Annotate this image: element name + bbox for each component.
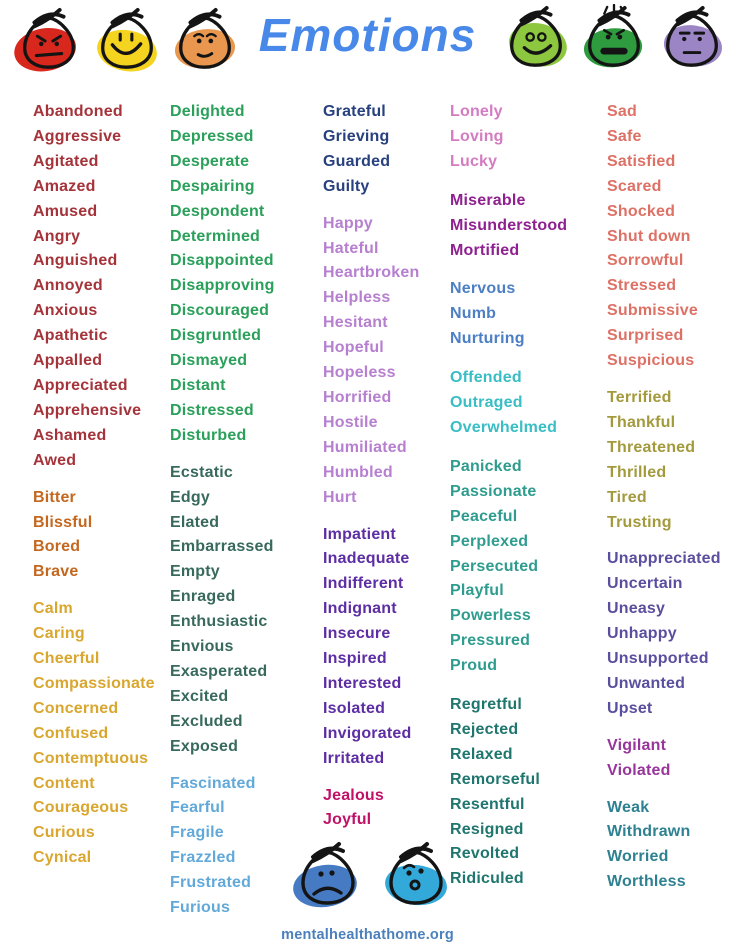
emotion-word: Worthless [607, 873, 686, 891]
emotion-word: Outraged [450, 394, 523, 412]
emotion-word: Anguished [33, 252, 118, 270]
letter-group-c [33, 597, 155, 871]
emotion-word: Inadequate [323, 550, 410, 568]
emotion-word: Fragile [170, 824, 224, 842]
emotion-word: Threatened [607, 438, 696, 456]
emotion-word: Angry [33, 227, 81, 245]
emotion-word: Brave [33, 563, 79, 581]
happy-yellow-face-icon [90, 6, 164, 74]
emotion-word: Ridiculed [450, 870, 524, 888]
emotion-word: Irritated [323, 749, 385, 767]
letter-group-u [607, 547, 721, 721]
emotion-word: Disturbed [170, 426, 247, 444]
emotion-word: Nervous [450, 280, 516, 298]
emotion-word: Despondent [170, 202, 265, 220]
alarmed-dark-green-face-icon [577, 4, 651, 72]
letter-group-a [33, 100, 155, 474]
emotion-word: Misunderstood [450, 216, 568, 234]
emotion-word: Weak [607, 798, 650, 816]
emotion-word: Appalled [33, 352, 103, 370]
emotion-word: Indifferent [323, 575, 404, 593]
emotion-word: Humiliated [323, 438, 407, 456]
emotion-word: Stressed [607, 277, 677, 295]
emotion-word: Agitated [33, 152, 99, 170]
emotion-word: Humbled [323, 463, 393, 481]
letter-group-v [607, 734, 721, 784]
letter-group-i [323, 523, 419, 772]
emotion-word: Joyful [323, 811, 372, 829]
emotion-word: Trusting [607, 513, 672, 531]
emotion-word: Horrified [323, 388, 392, 406]
emotion-word: Unsupported [607, 650, 709, 668]
letter-group-p [450, 455, 567, 679]
word-column [450, 100, 567, 906]
emotion-word: Miserable [450, 191, 526, 209]
emotion-word: Surprised [607, 327, 684, 345]
emotion-word: Guilty [323, 177, 370, 195]
emotion-word: Compassionate [33, 674, 155, 692]
letter-group-e [170, 461, 275, 760]
word-column [323, 100, 419, 845]
emotion-word: Impatient [323, 525, 396, 543]
emotion-word: Curious [33, 824, 95, 842]
bottom-face-group [289, 840, 455, 910]
letter-group-d [170, 100, 275, 449]
emotion-word: Distressed [170, 401, 254, 419]
emotion-word: Proud [450, 657, 498, 675]
emotion-word: Grieving [323, 127, 390, 145]
emotion-word: Annoyed [33, 277, 103, 295]
emotion-word: Powerless [450, 607, 531, 625]
letter-group-s [607, 100, 721, 374]
emotion-word: Delighted [170, 103, 245, 120]
emotion-word: Panicked [450, 457, 522, 475]
emotion-word: Exposed [170, 737, 239, 755]
emotion-word: Empty [170, 563, 220, 581]
emotion-word: Regretful [450, 696, 523, 714]
emotion-word: Persecuted [450, 557, 539, 575]
top-left-face-group [12, 6, 242, 74]
emotion-word: Uncertain [607, 575, 683, 593]
letter-group-l [450, 100, 567, 175]
emotion-word: Exasperated [170, 662, 268, 680]
emotion-word: Contemptuous [33, 749, 149, 767]
emotion-word: Ecstatic [170, 463, 233, 481]
emotion-word: Happy [323, 214, 373, 232]
letter-group-t [607, 386, 721, 535]
emotion-word: Worried [607, 848, 669, 866]
letter-group-g [323, 100, 419, 200]
emotion-word: Resentful [450, 795, 525, 813]
emotion-word: Grateful [323, 103, 386, 120]
emotion-word: Terrified [607, 388, 672, 406]
emotion-word: Embarrassed [170, 538, 274, 556]
letter-group-r [450, 693, 567, 892]
emotion-word: Shocked [607, 202, 676, 220]
letter-group-m [450, 189, 567, 264]
emotion-word: Caring [33, 625, 85, 643]
emotion-word: Fascinated [170, 774, 256, 792]
letter-group-w [607, 796, 721, 896]
emotion-word: Dismayed [170, 352, 248, 370]
emotion-word: Mortified [450, 241, 520, 259]
top-right-face-group [499, 4, 729, 72]
worried-cyan-face-icon [377, 840, 455, 910]
emotion-word: Thankful [607, 413, 676, 431]
emotion-word: Revolted [450, 845, 520, 863]
emotion-word: Envious [170, 638, 234, 656]
emotion-word: Elated [170, 513, 220, 531]
emotion-word: Scared [607, 177, 662, 195]
emotion-word: Abandoned [33, 103, 123, 120]
emotion-word: Discouraged [170, 302, 270, 320]
emotion-word: Lonely [450, 103, 503, 120]
emotion-word: Unappreciated [607, 550, 721, 568]
emotion-word: Awed [33, 451, 77, 469]
emotion-word: Hesitant [323, 314, 388, 332]
emotion-word: Nurturing [450, 330, 525, 348]
emotion-word: Calm [33, 600, 73, 618]
emotion-word: Upset [607, 699, 653, 717]
emotion-word: Pressured [450, 632, 531, 650]
emotion-word: Peaceful [450, 507, 518, 525]
emotion-word: Amused [33, 202, 98, 220]
emotion-word: Excited [170, 687, 229, 705]
emotion-word: Sad [607, 103, 637, 120]
emotion-word: Rejected [450, 720, 519, 738]
emotion-word: Helpless [323, 289, 391, 307]
emotion-word: Enthusiastic [170, 613, 268, 631]
emotion-word: Distant [170, 376, 226, 394]
emotion-word: Amazed [33, 177, 96, 195]
emotion-word: Guarded [323, 152, 391, 170]
emotion-word: Vigilant [607, 736, 667, 754]
smiling-green-face-icon [499, 4, 573, 72]
emotion-word: Lucky [450, 152, 498, 170]
emotion-word: Hopeful [323, 339, 384, 357]
emotion-word: Bitter [33, 488, 76, 506]
emotion-word: Depressed [170, 127, 254, 145]
emotion-word: Appreciated [33, 376, 128, 394]
emotion-word: Resigned [450, 820, 524, 838]
letter-group-b [33, 486, 155, 586]
emotion-word: Anxious [33, 302, 98, 320]
emotion-word: Playful [450, 582, 504, 600]
emotion-word: Determined [170, 227, 261, 245]
emotion-word: Cynical [33, 849, 92, 867]
emotion-word: Thrilled [607, 463, 667, 481]
emotion-word: Shut down [607, 227, 691, 245]
emotion-word: Offended [450, 369, 522, 387]
emotion-word: Ashamed [33, 426, 107, 444]
emotion-word: Submissive [607, 302, 698, 320]
page-title: Emotions [258, 9, 477, 61]
emotion-word: Heartbroken [323, 264, 420, 282]
emotion-word: Invigorated [323, 724, 412, 742]
emotion-word: Remorseful [450, 770, 541, 788]
emotion-word: Inspired [323, 650, 387, 668]
letter-group-o [450, 366, 567, 441]
emotion-word: Insecure [323, 625, 391, 643]
emotion-word: Suspicious [607, 352, 695, 370]
emotion-word: Perplexed [450, 532, 529, 550]
emotion-word: Cheerful [33, 650, 100, 668]
emotion-word: Despairing [170, 177, 255, 195]
emotion-word: Hurt [323, 488, 357, 506]
emotion-word: Loving [450, 127, 504, 145]
word-column [33, 100, 155, 883]
emotion-word: Enraged [170, 588, 236, 606]
emotion-word: Passionate [450, 482, 537, 500]
emotion-word: Apathetic [33, 327, 108, 345]
emotion-word: Safe [607, 127, 642, 145]
emotion-word: Disapproving [170, 277, 275, 295]
emotion-word: Content [33, 774, 95, 792]
emotion-word: Jealous [323, 786, 384, 804]
emotion-word: Blissful [33, 513, 93, 531]
emotion-word: Apprehensive [33, 401, 142, 419]
emotion-word: Overwhelmed [450, 418, 558, 436]
word-column [607, 100, 721, 907]
content-orange-face-icon [168, 6, 242, 74]
emotion-word: Frazzled [170, 849, 236, 867]
emotion-word: Satisfied [607, 152, 676, 170]
emotion-word: Courageous [33, 799, 129, 817]
emotion-word: Concerned [33, 699, 119, 717]
emotion-word: Tired [607, 488, 647, 506]
emotion-word: Bored [33, 538, 81, 556]
letter-group-h [323, 212, 419, 511]
emotion-word: Disappointed [170, 252, 274, 270]
angry-red-face-icon [12, 6, 86, 74]
emotion-word: Relaxed [450, 745, 513, 763]
displeased-purple-face-icon [655, 4, 729, 72]
emotion-word: Sorrowful [607, 252, 684, 270]
emotion-word: Fearful [170, 799, 225, 817]
emotion-word: Excluded [170, 712, 243, 730]
footer-url: mentalhealthathome.org [281, 927, 454, 943]
emotion-word: Aggressive [33, 127, 122, 145]
letter-group-j [323, 784, 419, 834]
emotion-word: Hateful [323, 239, 379, 257]
emotion-word: Desperate [170, 152, 250, 170]
emotion-word: Hopeless [323, 364, 396, 382]
emotion-word: Unwanted [607, 674, 686, 692]
emotion-word: Violated [607, 761, 671, 779]
emotion-word: Withdrawn [607, 823, 691, 841]
emotion-word: Numb [450, 305, 497, 323]
emotion-word: Disgruntled [170, 327, 262, 345]
emotion-word: Confused [33, 724, 109, 742]
emotion-word: Isolated [323, 699, 386, 717]
emotion-word: Hostile [323, 413, 378, 431]
emotion-word: Furious [170, 899, 231, 917]
emotion-word: Unhappy [607, 625, 677, 643]
emotion-word: Edgy [170, 488, 210, 506]
word-column [170, 100, 275, 933]
emotion-word: Uneasy [607, 600, 666, 618]
sad-blue-face-icon [289, 840, 367, 910]
emotion-word: Interested [323, 674, 402, 692]
letter-group-n [450, 277, 567, 352]
letter-group-f [170, 772, 275, 921]
emotion-word: Indignant [323, 600, 397, 618]
emotion-word: Frustrated [170, 874, 252, 892]
